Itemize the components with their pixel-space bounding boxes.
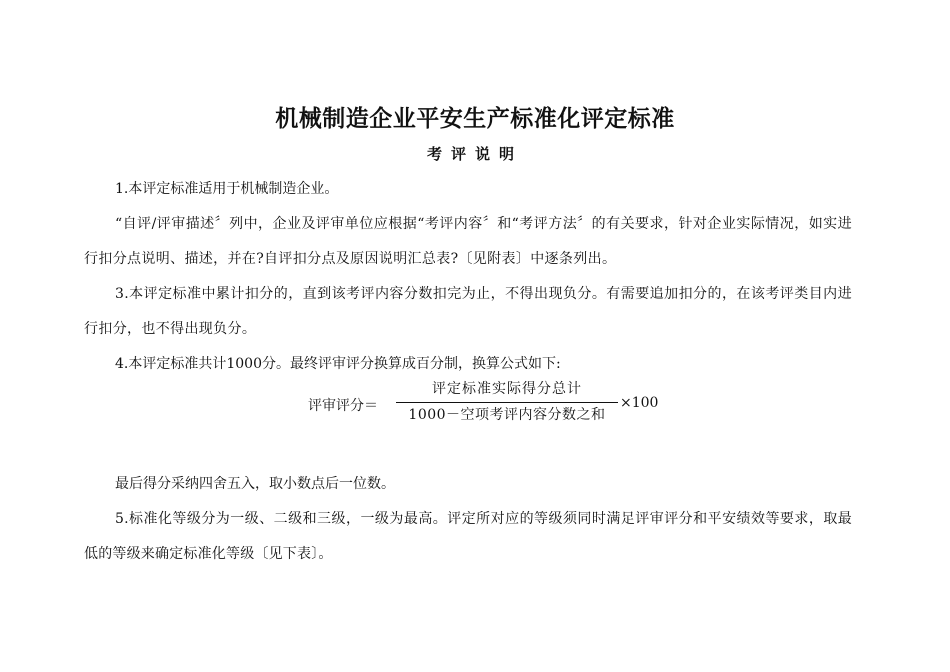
score-formula <box>308 380 668 430</box>
document-title: 机械制造企业平安生产标准化评定标准 <box>275 106 675 132</box>
paragraph-self-evaluation: “自评/评审描述〞列中，企业及评审单位应根据“考评内容〞和“考评方法〞的有关要求，针对企业实际情况，如实进行扣分点说明、描述，并在?自评扣分点及原因说明汇总表?〔见附表〕中逐条列出。 <box>84 216 852 267</box>
formula-denominator: 1000－空项考评内容分数之和 <box>408 407 606 423</box>
paragraph-grade-levels: 5.标准化等级分为一级、二级和三级，一级为最高。评定所对应的等级须同时满足评审评分和平安绩效等要求，取最低的等级来确定标准化等级〔见下表〕。 <box>84 511 852 562</box>
paragraph-deduction-rules: 3.本评定标准中累计扣分的，直到该考评内容分数扣完为止，不得出现负分。有需要追加扣分的，在该考评类目内进行扣分，也不得出现负分。 <box>84 286 852 337</box>
formula-numerator: 评定标准实际得分总计 <box>432 381 582 397</box>
formula-rhs: ×100 <box>620 395 659 411</box>
document-subtitle: 考评说明 <box>426 145 523 163</box>
formula-fraction <box>396 380 618 424</box>
formula-fraction-bar <box>396 402 618 403</box>
paragraph-total-score: 4.本评定标准共计1000分。最终评审评分换算成百分制，换算公式如下: <box>115 356 561 372</box>
paragraph-scope: 1.本评定标准适用于机械制造企业。 <box>115 181 339 197</box>
paragraph-rounding: 最后得分采纳四舍五入，取小数点后一位数。 <box>115 476 395 492</box>
formula-lhs: 评审评分＝ <box>308 398 378 414</box>
